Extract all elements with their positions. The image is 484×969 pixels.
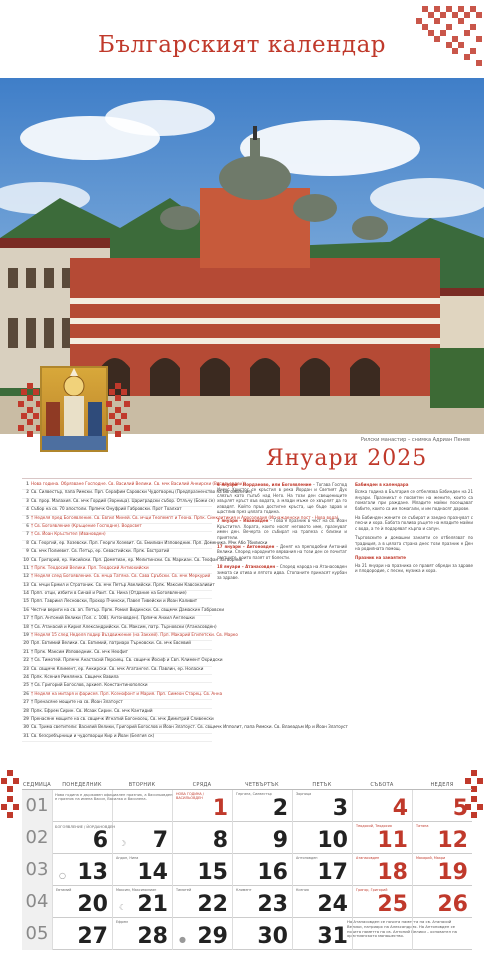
embroidery-pattern-icon: [392, 0, 484, 78]
weekday-header: [22, 780, 472, 790]
week-note: Нова година е държавен официален празник, а Васильовден е празник на имена Васил, Василка и Василена.: [55, 793, 173, 802]
feast-text: Св. Силвестър, папа Римски. Прп. Серафим Саровски Чудотворец (Предпразненство на Богоявление): [31, 489, 253, 495]
day-number: 15: [197, 860, 228, 885]
day-note: Макарий, Макри: [416, 856, 446, 860]
week-row: [22, 822, 472, 854]
feast-text: † Прпк. Теодосий Велики. Прп. Теодосий Антиохийски: [31, 564, 149, 570]
article-column-2: [355, 482, 473, 772]
day-number: 20: [77, 892, 108, 917]
day-number: 27: [77, 924, 108, 949]
feast-day-number: 18: [23, 623, 29, 629]
feast-text: Св. Трима светители: Василий Велики, Григорий Богослов и Йоан Златоуст. Св. свщмчк Ипполит, папа Римски. Св. Влаеадъм Ир и Йоан Златоуст: [31, 724, 348, 730]
feast-text: Св. мчци Ермил и Стратоник. Св. мчк Петър Авелийски. Прпк. Максим Кавсокаливит: [31, 581, 215, 587]
feast-text: Прпк. Ефрем Сирин. Св. Исаак Сирин. Св. мчк Кантидий: [31, 707, 153, 713]
feast-day-number: 9: [26, 548, 29, 554]
article-column-1: [217, 482, 347, 772]
day-cell[interactable]: [172, 822, 232, 854]
day-number: 2: [272, 796, 288, 821]
day-number: 4: [392, 796, 408, 821]
day-cell[interactable]: [232, 790, 292, 822]
article-text: Тогава Господ Иисус Христос се кръстил в река Йордан и Светият Дух слязъл като гълъб над Него. На този ден свещениците хвърлят кръст във водата, а млади мъже се хвърлят да го извадят. Който пръв достигне кръста, ще бъде здрав и щастлив през цялата година.: [217, 482, 347, 515]
week-number: 03: [22, 854, 52, 886]
feast-day-number: 15: [23, 598, 29, 604]
feast-day-number: 28: [23, 707, 29, 713]
day-number: 25: [377, 892, 408, 917]
feast-text: † Пренасяне мощите на св. Йоан Златоуст: [31, 699, 123, 705]
feast-day-number: 1: [26, 481, 29, 486]
day-number: 9: [272, 828, 288, 853]
feast-text: Св. свщмчк Климент, ер. Анкирски. Св. мчк Агатангел. Св. Павлин, ер. Ноласки: [31, 665, 204, 671]
feast-day-number: 6: [26, 522, 29, 528]
day-cell[interactable]: [412, 790, 472, 822]
weekday-label: ПЕТЪК: [312, 782, 332, 788]
feast-text: Св. Георгий, ер. Хозевски. Прп. Георги Хозевит. Св. Емилиан Изповедник. Прп. Доменика. Мчк Або Тбилиски: [31, 539, 268, 545]
day-number: 16: [257, 860, 288, 885]
article-heading: Празник на занаятите: [355, 555, 406, 561]
day-note: Атанасовден: [356, 856, 380, 860]
embroidery-right-icon: [106, 383, 130, 443]
feast-text: † Св. Йоан Кръстител (Ивановден): [31, 531, 106, 537]
day-note: Антоновден: [296, 856, 318, 860]
feast-day-number: 2: [26, 489, 29, 495]
week-row: [22, 854, 472, 886]
day-number: 24: [317, 892, 348, 917]
article-text: На 21 януари на празника се правят обреди за здраве и плодородие, с песни, музика и хора.: [355, 562, 473, 574]
article-lead: 6 януари – Йорданово, или Богоявление: [217, 482, 312, 487]
week-row: [22, 886, 472, 918]
day-number: 12: [437, 828, 468, 853]
article-lead: 7 януари – Ивановден: [217, 518, 269, 524]
feast-day-number: 5: [26, 514, 29, 520]
baptism-icon-image: [40, 366, 108, 452]
article-paragraph: 17 януари – Антоновден – Денят на преподобни Антоний Велики. Според народните вярвания на този ден се почитат светците, които пазят от болести.: [217, 544, 347, 560]
day-note: Тимотей: [176, 888, 192, 892]
day-number: 14: [137, 860, 168, 885]
feast-text: Прпп. отци, избити в Синай и Раит. Св. Нина (Отдание на Богоявление): [31, 590, 187, 596]
day-cell[interactable]: [292, 886, 352, 918]
day-number: 26: [437, 892, 468, 917]
feast-day-number: 7: [26, 531, 29, 537]
feast-day-number: 17: [23, 615, 29, 621]
article-paragraph: 6 януари – Йорданово, или Богоявление – Тогава Господ Иисус Христос се кръстил в река Йордан и Светият Дух слязъл като гълъб над Него. На този ден свещениците хвърлят кръст във водата, а млади мъже се хвърлят да го извадят. Който пръв достигне кръста, ще бъде здрав и щастлив през цялата година.: [217, 482, 347, 515]
feast-text: † Св. Тимотей. Прпмчк Анастасий Персиец. Св. свщмчк Йосиф и Свп. Климент Охридски: [31, 657, 223, 663]
feast-day-number: 10: [23, 556, 29, 562]
feast-text: † Св. Атанасий и Кирил Александрийски. Св. Максим, патр. Търновски (Атанасовден): [31, 623, 217, 629]
week-row: [22, 918, 472, 950]
month-title: Януари 2025: [266, 446, 428, 471]
day-number: 30: [257, 924, 288, 949]
feast-text: † Прпк. Максим Изповедник. Св. мчк Неофит: [31, 648, 128, 654]
weekday-label: СЪБОТА: [370, 782, 394, 788]
moon-phase-icon: ●: [179, 935, 186, 944]
feast-day-number: 14: [23, 590, 29, 596]
day-note: Ксения: [296, 888, 309, 892]
day-note: Гергана, Силвестър: [236, 792, 272, 796]
day-cell[interactable]: [352, 822, 412, 854]
day-cell[interactable]: [172, 918, 232, 950]
feast-text: Честни вериги на св. ап. Петър. Прпк. Ромил Видински. Св. свщмчк Дамаскин Габровски: [31, 606, 224, 612]
feast-text: Св. мчк Полиевкт. Св. Петър, ер. Севастийски. Прпк. Евстратий: [31, 548, 170, 554]
day-number: 8: [212, 828, 228, 853]
feast-day-number: 3: [26, 497, 29, 503]
day-number: 17: [317, 860, 348, 885]
day-number: 18: [377, 860, 408, 885]
article-text: Според народа на Атанасовден зимата си отива и лятото идва. Стопаните принасят курбан за здраве.: [217, 564, 348, 581]
day-cell[interactable]: [352, 886, 412, 918]
feast-day-number: 26: [23, 690, 29, 696]
day-cell[interactable]: [172, 854, 232, 886]
embroidery-side-left-icon: [0, 770, 20, 826]
divider: [22, 478, 472, 479]
feast-day-number: 11: [23, 564, 29, 570]
feast-day-number: 12: [23, 573, 29, 579]
day-note: Андон, Нина: [116, 856, 139, 860]
feast-day-number: 8: [26, 539, 29, 545]
feast-text: Св. безсребърници и чудотворци Кир и Йоан (Белгия ск): [31, 732, 155, 738]
article-paragraph: 7 януари – Ивановден – Това е празник в чест на св. Йоан Кръстител. Хората, които носят неговото име, празнуват имен ден. Вечерта се събират на трапеза с близки и приятели.: [217, 518, 347, 540]
day-note: Теодосий, Теодосия: [356, 824, 392, 828]
photo-caption: Рилски манастир – снимка Адриан Пенев: [360, 437, 470, 443]
day-cell[interactable]: [292, 918, 352, 950]
day-note: Татяна: [416, 824, 429, 828]
feast-row: [22, 734, 212, 742]
calendar-title: Българският календар: [98, 32, 386, 58]
feast-day-number: 24: [23, 673, 29, 679]
week-note: БОГОЯВЛЕНИЕ / ЙОРДАНОВДЕН: [55, 825, 116, 829]
feast-day-number: 27: [23, 699, 29, 705]
weekday-label: СРЯДА: [192, 782, 212, 788]
feast-day-number: 29: [23, 715, 29, 721]
day-cell[interactable]: [412, 886, 472, 918]
day-cell[interactable]: [352, 854, 412, 886]
day-cell[interactable]: [232, 854, 292, 886]
day-cell: [352, 918, 412, 950]
day-cell[interactable]: [112, 854, 172, 886]
day-cell[interactable]: [292, 854, 352, 886]
day-cell[interactable]: [112, 918, 172, 950]
feast-day-number: 31: [23, 732, 29, 738]
day-cell[interactable]: [112, 886, 172, 918]
day-note: Григор, Григорий: [356, 888, 388, 892]
day-number: 29: [197, 924, 228, 949]
feast-text: Събор на св. 70 апостоли. Прпмчк Онуфрий Габровски. Прот Тоалхат: [31, 506, 182, 512]
day-cell[interactable]: [292, 822, 352, 854]
day-note: Евтимий: [56, 888, 72, 892]
header-band: [0, 0, 484, 78]
moon-phase-icon: ○: [59, 871, 66, 880]
day-number: 1: [212, 796, 228, 821]
day-number: 10: [317, 828, 348, 853]
feast-day-number: 25: [23, 682, 29, 688]
day-cell[interactable]: [412, 822, 472, 854]
calendar-grid: [22, 780, 472, 952]
day-number: 19: [437, 860, 468, 885]
day-number: 5: [452, 796, 468, 821]
day-note: Зорница: [296, 792, 312, 796]
weekday-label: ПОНЕДЕЛНИК: [62, 782, 102, 788]
calendar-footnote: На Атанасовден се почита паметта на св. Атанасий Велики, патриарх на Александрия. На Антоновден се почита паметта на св. Антоний Велики – основател на християнското монашество.: [347, 919, 457, 939]
feast-text: Нова година. Обрязване Господне. Св. Василий Велики. Св. мчк Василий Анкирски (Васильовден): [31, 481, 244, 486]
day-number: 6: [92, 828, 108, 853]
day-note: НОВА ГОДИНА / ВАСИЛЬОВДЕН: [176, 792, 204, 800]
day-note: Климент: [236, 888, 252, 892]
day-cell: [412, 918, 472, 950]
article-text: Всяка година в България се отбелязва Бабинден на 21 януари. Празникът е посветен на жените, които са помагали при раждане. Младите майки посещават бабите, които са им помагали, и им поднасят дарове.: [355, 489, 473, 511]
day-number: 21: [137, 892, 168, 917]
feast-text: † Неделя пред Богоявление. Св. Евгил Миней. Св. мчци Теопемпт и Теона. Прпк. Синклитикия и Апосолидия (Игнажденски пост - Нова вода): [31, 514, 339, 520]
feast-day-number: 22: [23, 657, 29, 663]
day-cell[interactable]: [352, 790, 412, 822]
feast-text: Прп. Евтимий Велики. Св. Евтимий, патриарх Търновски. Св. мчк Евсевий: [31, 640, 191, 646]
feast-text: Св. прор. Малахия. Св. мчк Гордий (Зорница). Цариградски събор. Отлъчу (Божи се): [31, 497, 215, 503]
embroidery-left-icon: [18, 383, 42, 443]
feast-day-number: 16: [23, 606, 29, 612]
article-text: На Бабинден жените се събират и заедно празнуват с песни и хора. Бабата полива ръцете на младите майки с вода, а те ѝ подаряват кърпа и сапун.: [355, 515, 473, 531]
article-paragraph: 18 януари – Атанасовден – Според народа на Атанасовден зимата си отива и лятото идва. Стопаните принасят курбан за здраве.: [217, 564, 348, 581]
feast-text: Прпп. Гавриил Лесновски, Прохор Пчински, Павел Тивейски и Йоан Каливит: [31, 598, 198, 604]
feast-day-number: 19: [23, 632, 29, 638]
moon-phase-icon: ☽: [119, 839, 127, 848]
feast-day-number: 13: [23, 581, 29, 587]
moon-phase-icon: ☾: [119, 903, 127, 912]
feast-day-number: 4: [26, 506, 29, 512]
day-number: 31: [317, 924, 348, 949]
day-number: 23: [257, 892, 288, 917]
day-cell[interactable]: [172, 886, 232, 918]
day-cell[interactable]: [172, 790, 232, 822]
day-note: Максим, Максимилиан: [116, 888, 157, 892]
article-heading: Бабинден в календара: [355, 482, 409, 487]
day-cell[interactable]: [232, 918, 292, 950]
week-number: 04: [22, 886, 52, 918]
day-number: 28: [137, 924, 168, 949]
day-cell[interactable]: [232, 886, 292, 918]
week-number: 05: [22, 918, 52, 950]
week-row: [22, 790, 472, 822]
day-number: 7: [152, 828, 168, 853]
day-cell[interactable]: [292, 790, 352, 822]
feast-text: Прпк. Ксения Римлянка. Свщмчк Вавила: [31, 673, 119, 679]
article-text: Търговските и домашни занаяти се отбелязват по традиция, а в цялата страна днес този празник е Ден на родилната помощ.: [355, 535, 473, 552]
day-cell[interactable]: [412, 854, 472, 886]
feast-day-number: 20: [23, 640, 29, 646]
feast-day-number: 30: [23, 724, 29, 730]
feast-text: † Прп. Антоний Велики (Тол. с. 108). Антоновден). Прпмчк Анхил Англешки: [31, 615, 195, 621]
article-lead: 18 януари – Атанасовден: [217, 564, 276, 570]
weekday-label: НЕДЕЛЯ: [430, 782, 454, 788]
feast-day-number: 21: [23, 648, 29, 654]
day-cell[interactable]: [52, 918, 112, 950]
day-cell[interactable]: [52, 854, 112, 886]
day-note: Ефрем: [116, 920, 128, 924]
article-text: Денят на преподобни Антоний Велики. Според народните вярвания на този ден се почитат светците, които пазят от болести.: [217, 544, 347, 560]
feast-day-number: 23: [23, 665, 29, 671]
feast-text: Св. Григорий, ер. Нисийски. Прп. Дометиан, ер. Мелитински. Св. Маркиан. Св. Теофан Затворник: [31, 556, 243, 562]
day-number: 11: [377, 828, 408, 853]
day-number: 13: [77, 860, 108, 885]
feast-text: † Св. Григорий Богослов, архиеп. Константинополски: [31, 682, 148, 688]
day-cell[interactable]: [52, 886, 112, 918]
week-number: 01: [22, 790, 52, 822]
feast-text: † Неделя 15 след Неделя подир Въздвижение (на Закхей). Прп. Макарий Египетски. Св. Марко: [31, 632, 238, 638]
weekday-label: ЧЕТВЪРТЪК: [245, 782, 279, 788]
weekday-label: ВТОРНИК: [128, 782, 156, 788]
feast-text: † Неделя след Богоявление. Св. мчца Татяна. Св. Сава Сръбски. Св. мчк Меркурий: [31, 573, 211, 579]
day-number: 3: [332, 796, 348, 821]
day-cell[interactable]: [232, 822, 292, 854]
week-number: 02: [22, 822, 52, 854]
article-text: Това е празник в чест на св. Йоан Кръстител. Хората, които носят неговото име, празнуват имен ден. Вечерта се събират на трапеза с близки и приятели.: [217, 518, 347, 540]
day-number: 22: [197, 892, 228, 917]
feast-text: † Неделя на митаря и фарисея. Прп. Ксенофонт и Мария. Прп. Симеон Старец. Св. Анна: [31, 690, 223, 696]
feast-text: † Св. Богоявление (Кръщение Господне). Водосвет: [31, 522, 142, 528]
feast-text: Пренасяне мощите на св. свщмчк Игнатий Богоносец. Св. мчк Димитрий Сливенски: [31, 715, 214, 721]
weekday-label: СЕДМИЦА: [22, 782, 51, 788]
article-lead: 17 януари – Антоновден: [217, 544, 275, 550]
